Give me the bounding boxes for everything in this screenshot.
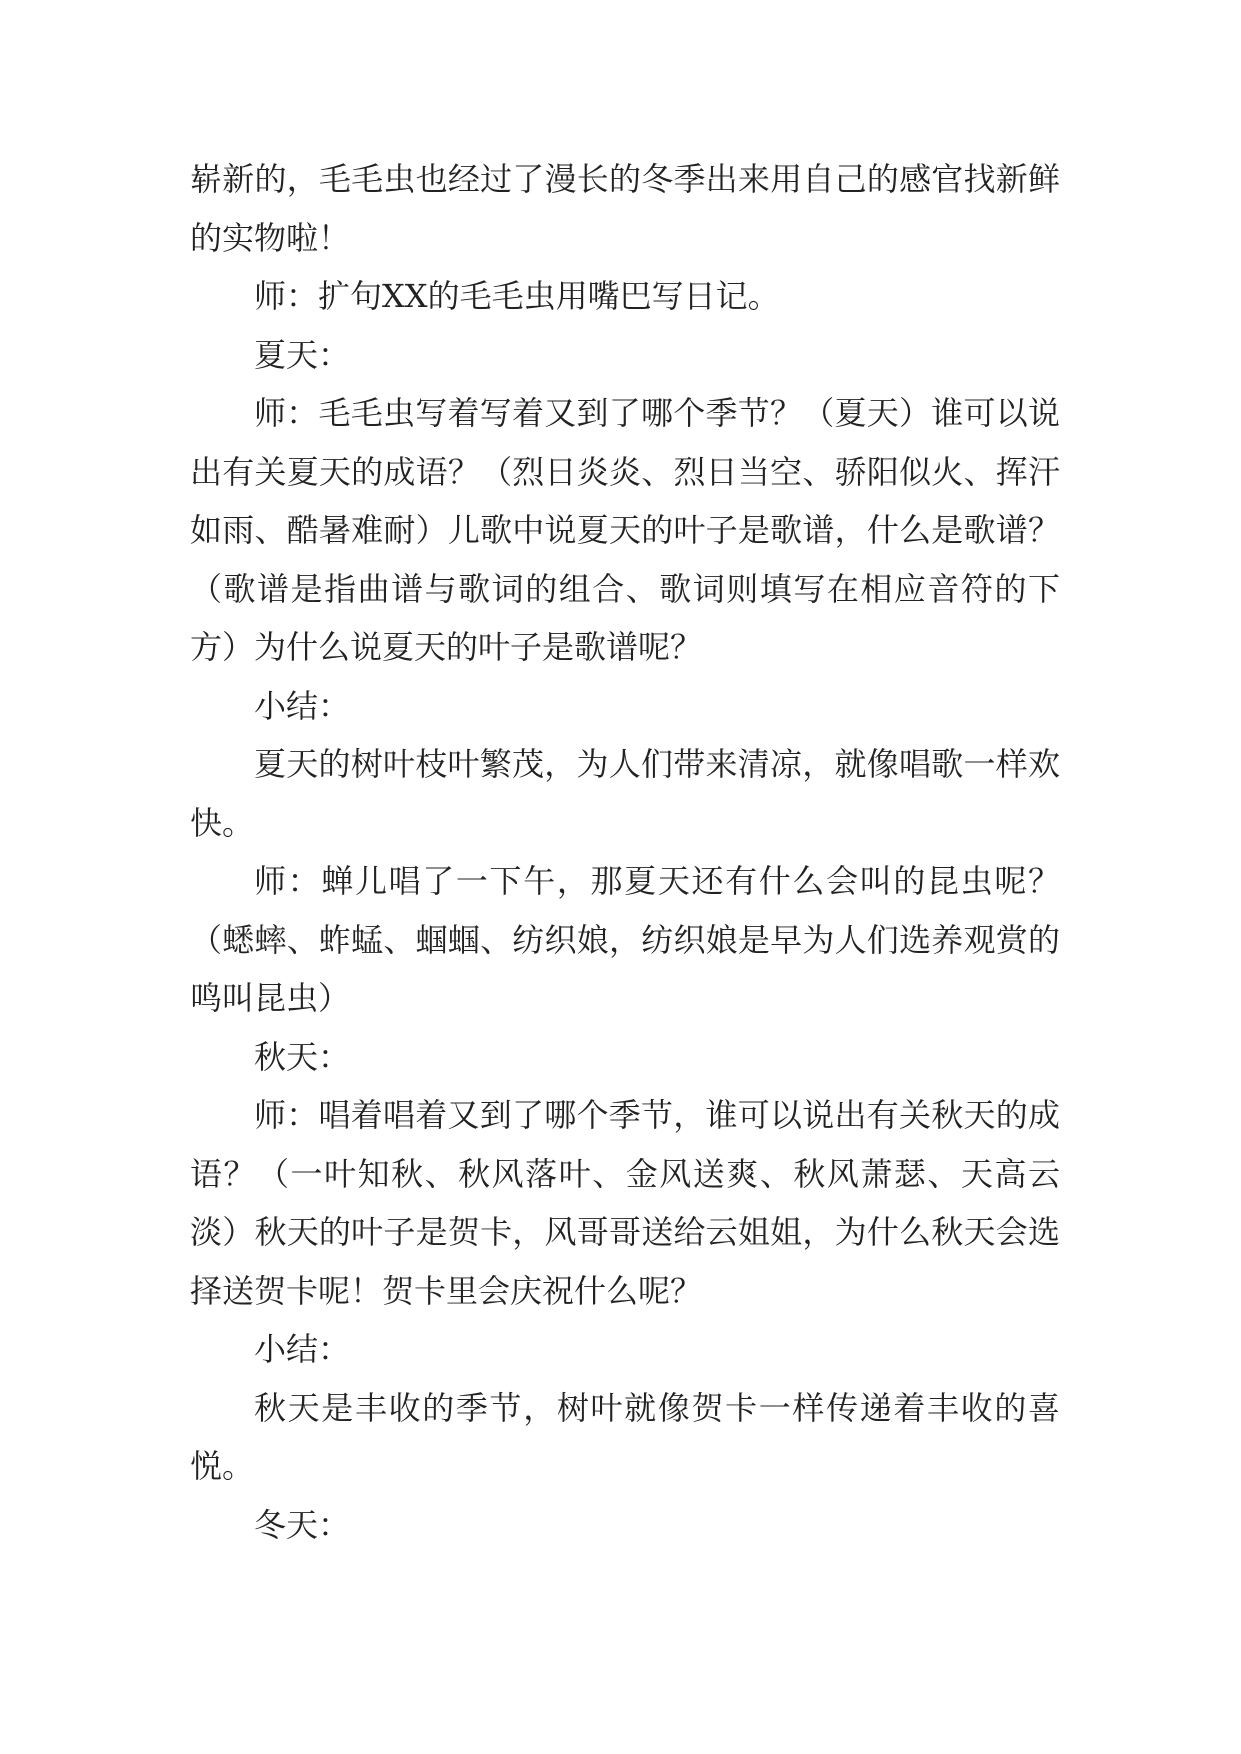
document-page bbox=[190, 150, 1060, 1554]
paragraph: 师：唱着唱着又到了哪个季节，谁可以说出有关秋天的成语？（一叶知秋、秋风落叶、金风送爽、秋风萧瑟、天高云淡）秋天的叶子是贺卡，风哥哥送给云姐姐，为什么秋天会选择送贺卡呢！贺卡里会庆祝什么呢？ bbox=[190, 1096, 1060, 1310]
summary-label: 小结： bbox=[254, 686, 351, 725]
paragraph: 秋天是丰收的季节，树叶就像贺卡一样传递着丰收的喜悦。 bbox=[190, 1388, 1060, 1485]
summary-label: 小结： bbox=[254, 1330, 351, 1368]
section-heading-summer: 夏天： bbox=[254, 335, 351, 374]
paragraph: 师：毛毛虫写着写着又到了哪个季节？（夏天）谁可以说出有关夏天的成语？（烈日炎炎、烈日当空、骄阳似火、挥汗如雨、酷暑难耐）儿歌中说夏天的叶子是歌谱，什么是歌谱？（歌谱是指曲谱与歌词的组合、歌词则填写在相应音符的下方）为什么说夏天的叶子是歌谱呢？ bbox=[190, 394, 1060, 666]
paragraph: 师：蝉儿唱了一下午，那夏天还有什么会叫的昆虫呢？（蟋蟀、蚱蜢、蝈蝈、纺织娘，纺织娘是早为人们选养观赏的鸣叫昆虫） bbox=[190, 862, 1060, 1017]
paragraph: 师：扩句XX的毛毛虫用嘴巴写日记。 bbox=[254, 277, 780, 315]
paragraph: 夏天的树叶枝叶繁茂，为人们带来清凉，就像唱歌一样欢快。 bbox=[190, 745, 1060, 842]
section-heading-autumn: 秋天： bbox=[254, 1037, 351, 1076]
section-heading-winter: 冬天： bbox=[254, 1505, 351, 1544]
paragraph: 崭新的，毛毛虫也经过了漫长的冬季出来用自己的感官找新鲜的实物啦！ bbox=[190, 160, 1060, 257]
